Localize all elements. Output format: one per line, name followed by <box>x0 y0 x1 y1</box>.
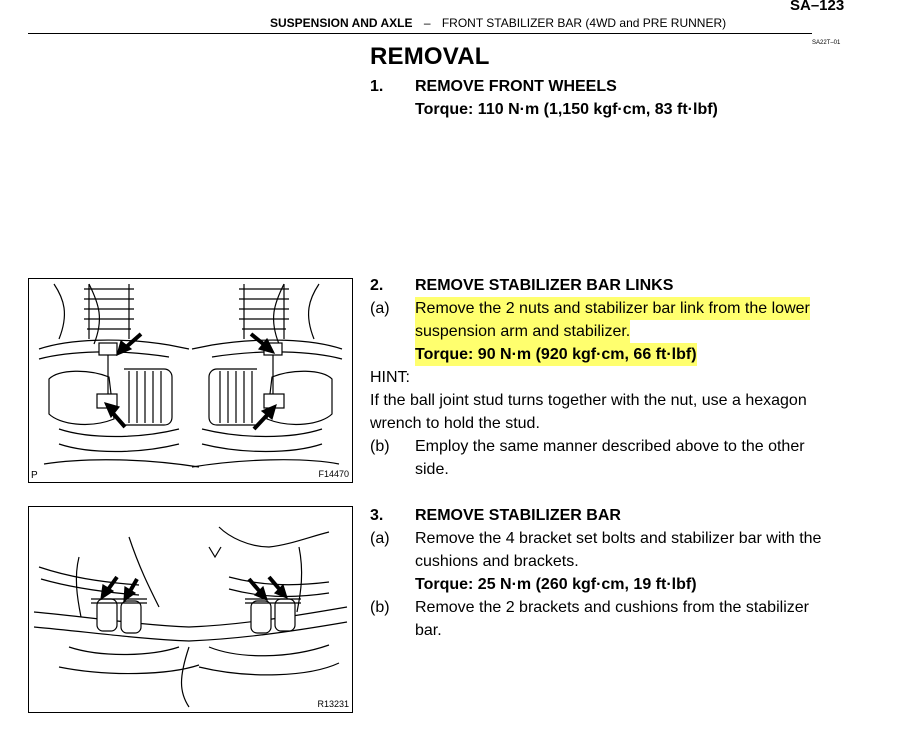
page-header <box>270 16 726 30</box>
section-title: REMOVAL <box>370 43 490 70</box>
step-1 <box>370 75 870 125</box>
step-2a-label: (a) <box>370 300 390 317</box>
header-rule <box>28 33 812 34</box>
left-bracket <box>39 537 199 707</box>
left-link-assembly <box>39 284 199 467</box>
step-3-torque: Torque: 25 N·m (260 kgf·cm, 19 ft·lbf) <box>415 576 697 593</box>
step-3a-label: (a) <box>370 530 390 547</box>
step-2-torque: Torque: 90 N·m (920 kgf·cm, 66 ft·lbf) <box>415 343 697 366</box>
step-3a-line-2: cushions and brackets. <box>415 553 579 570</box>
figure-1-code: F14470 <box>318 469 349 479</box>
step-1-torque: Torque: 110 N·m (1,150 kgf·cm, 83 ft·lbf) <box>415 101 718 118</box>
step-1-number: 1. <box>370 78 384 95</box>
figure-1-corner-mark: P <box>31 470 38 481</box>
bracket-arrows <box>101 577 287 601</box>
bracket-illustration <box>29 507 352 712</box>
stabilizer-bar <box>34 607 347 641</box>
step-3-heading: REMOVE STABILIZER BAR <box>415 507 621 524</box>
step-2a-line-2: suspension arm and stabilizer. <box>415 320 630 343</box>
header-subsection: FRONT STABILIZER BAR (4WD and PRE RUNNER) <box>441 16 727 30</box>
step-2b-label: (b) <box>370 438 390 455</box>
figure-stabilizer-bar-brackets <box>28 506 353 713</box>
right-bracket <box>199 527 339 675</box>
step-3b-label: (b) <box>370 599 390 616</box>
right-link-assembly <box>192 284 342 467</box>
step-3-number: 3. <box>370 507 384 524</box>
figure-stabilizer-bar-links <box>28 278 353 483</box>
step-3a-line-1: Remove the 4 bracket set bolts and stabilizer bar with the <box>415 530 822 547</box>
step-2a-line-1: Remove the 2 nuts and stabilizer bar link from the lower <box>415 297 810 320</box>
header-dash: – <box>423 16 431 30</box>
header-section: SUSPENSION AND AXLE <box>270 16 413 30</box>
hint-line-1: If the ball joint stud turns together with the nut, use a hexagon <box>370 392 807 409</box>
step-3b-line-2: bar. <box>415 622 442 639</box>
page-number: SA–123 <box>790 0 845 14</box>
step-2-number: 2. <box>370 277 384 294</box>
doc-id: SA22T–01 <box>812 40 841 46</box>
step-3b-line-1: Remove the 2 brackets and cushions from the stabilizer <box>415 599 809 616</box>
step-2b-line-2: side. <box>415 461 449 478</box>
link-illustration <box>29 279 352 482</box>
right-arrows <box>251 334 276 429</box>
step-2b-line-1: Employ the same manner described above to the other <box>415 438 805 455</box>
hint-line-2: wrench to hold the stud. <box>370 415 540 432</box>
step-2-heading: REMOVE STABILIZER BAR LINKS <box>415 277 674 294</box>
step-2 <box>370 274 870 484</box>
hint-label: HINT: <box>370 369 410 386</box>
step-3 <box>370 504 870 644</box>
step-1-heading: REMOVE FRONT WHEELS <box>415 78 617 95</box>
figure-2-code: R13231 <box>317 699 349 709</box>
